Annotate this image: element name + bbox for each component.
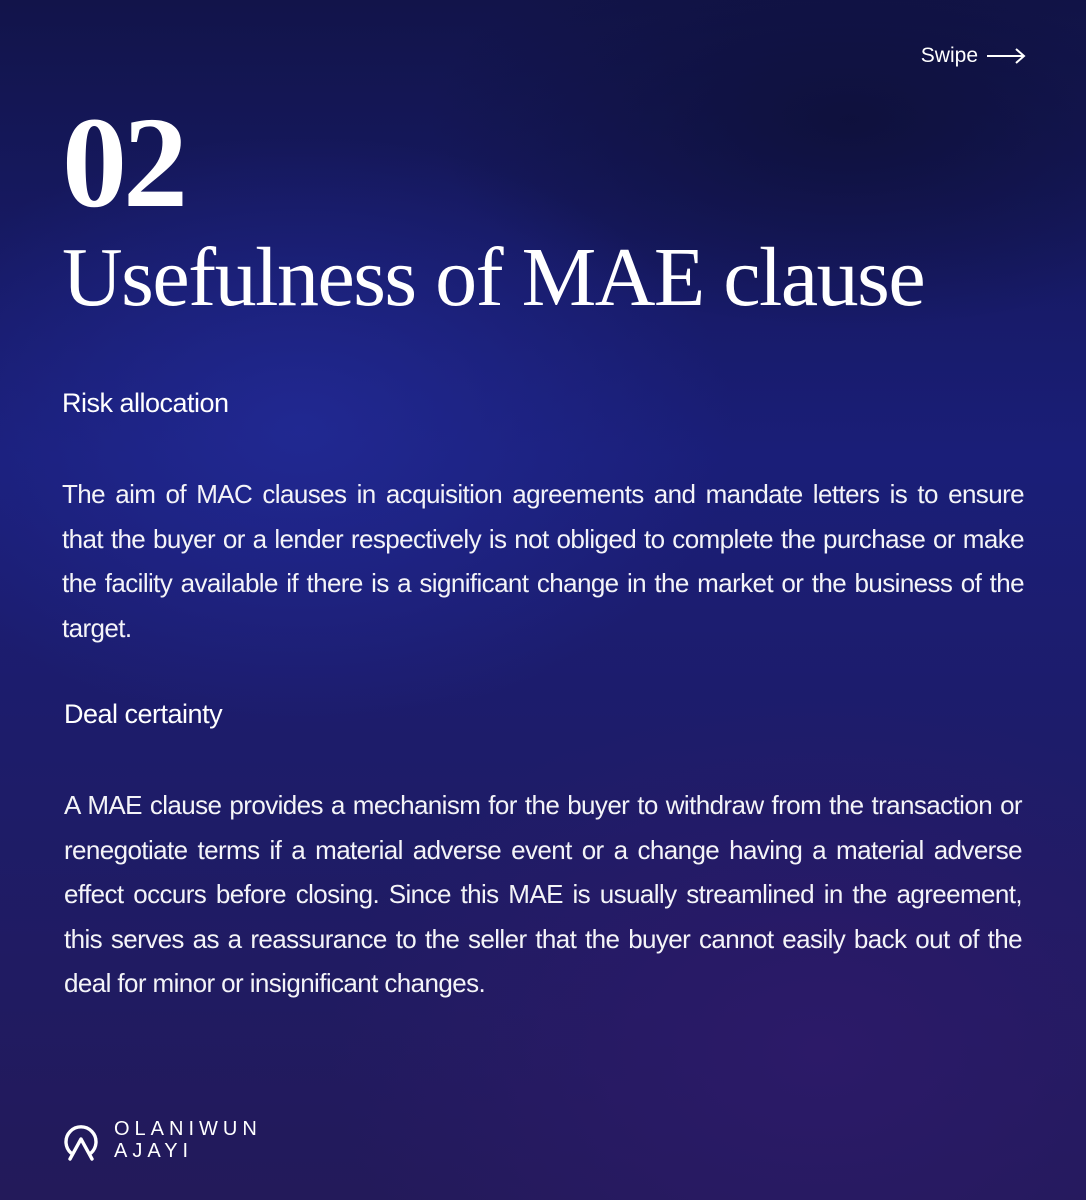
olaniwun-ajayi-logo-icon [62, 1119, 100, 1161]
brand-name-line-2: AJAYI [114, 1140, 194, 1162]
swipe-label: Swipe [920, 44, 978, 67]
page-title: Usefulness of MAE clause [62, 231, 925, 324]
brand-logo [62, 1118, 262, 1162]
arrow-right-icon [986, 48, 1026, 64]
section-heading-risk-allocation: Risk allocation [62, 388, 229, 418]
section-body-deal-certainty: A MAE clause provides a mechanism for the buyer to withdraw from the transaction or renegotiate terms if a material adverse event or a change having a material adverse effect occurs before closing. Since this MAE is usually streamlined in the agreement, this serves as a reassurance to the seller that the buyer cannot easily back out of the deal for minor or insignificant changes. [64, 790, 1022, 998]
swipe-hint[interactable] [921, 44, 1026, 68]
section-heading-deal-certainty: Deal certainty [64, 699, 223, 729]
brand-name-line-1: OLANIWUN [114, 1118, 262, 1140]
section-body-risk-allocation: The aim of MAC clauses in acquisition agreements and mandate letters is to ensure that the buyer or a lender respectively is not obliged to complete the purchase or make the facility available if there is a significant change in the market or the business of the target. [62, 479, 1024, 643]
slide-number: 02 [62, 91, 184, 235]
